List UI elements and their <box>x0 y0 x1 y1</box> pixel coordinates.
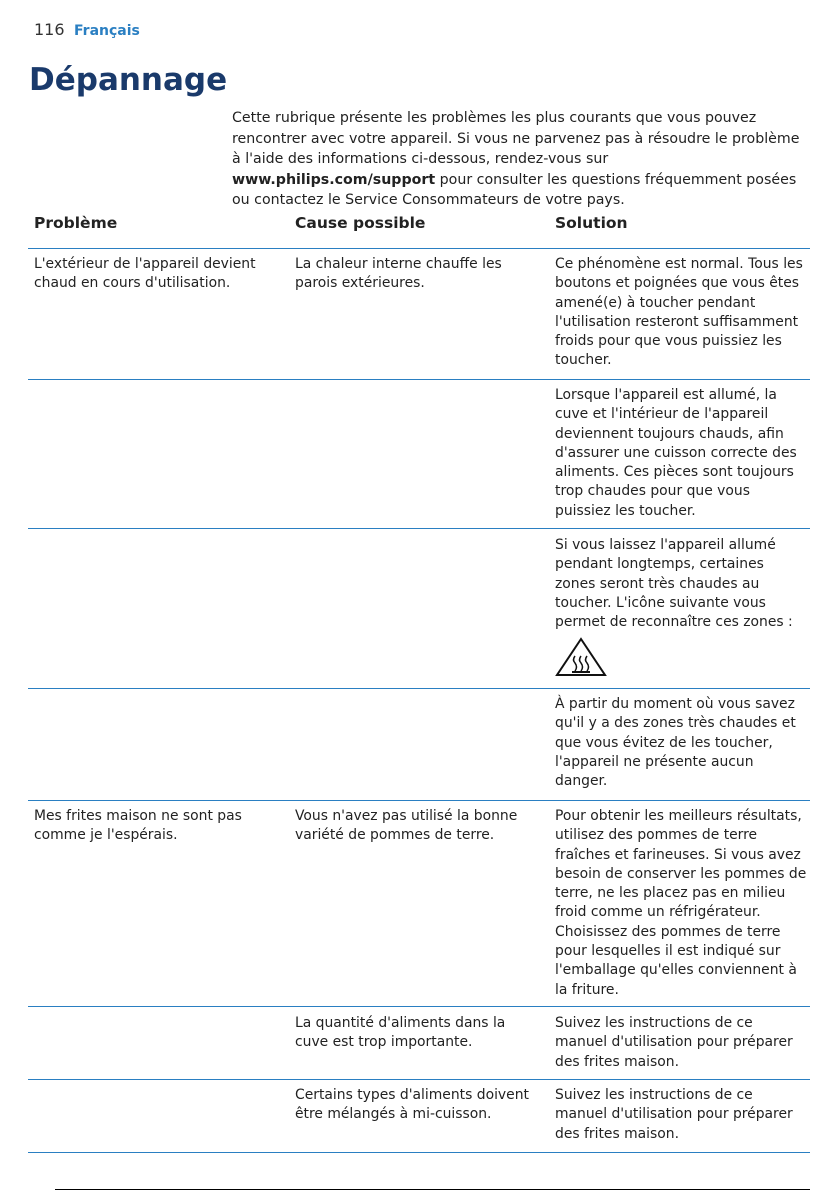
footer-rule <box>55 1189 810 1190</box>
problem-cell: L'extérieur de l'appareil devient chaud en cours d'utilisation. <box>34 256 256 292</box>
language-label: Français <box>74 23 140 39</box>
intro-text: Cette rubrique présente les problèmes les plus courants que vous pouvez rencontrer avec votre appareil. Si vous ne parvenez pas à résoudre le problème à l'aide des informations ci-dessous, rendez-vous sur <box>232 110 800 167</box>
divider <box>28 688 810 689</box>
cause-cell: Vous n'avez pas utilisé la bonne variété de pommes de terre. <box>295 808 518 844</box>
divider <box>28 1079 810 1080</box>
cause-cell: Certains types d'aliments doivent être mélangés à mi-cuisson. <box>295 1087 529 1123</box>
intro-text-end: pour consulter les questions fréquemment posées ou contactez le Service Consommateurs de votre pays. <box>232 171 797 208</box>
divider <box>28 248 810 249</box>
solution-cell: Ce phénomène est normal. Tous les boutons et poignées que vous êtes amené(e) à toucher pendant l'utilisation resteront suffisamment froids pour que vous puissiez les toucher. <box>555 256 803 369</box>
column-header-problem: Problème <box>34 214 118 232</box>
divider <box>28 1006 810 1007</box>
solution-cell: Lorsque l'appareil est allumé, la cuve et l'intérieur de l'appareil deviennent toujours chauds, afin d'assurer une cuisson correcte des aliments. Ces pièces sont toujours trop chaudes pour que vous puissiez les toucher. <box>555 387 797 519</box>
divider <box>28 528 810 529</box>
divider <box>28 1152 810 1153</box>
cause-cell: La chaleur interne chauffe les parois extérieures. <box>295 256 502 292</box>
column-header-solution: Solution <box>555 214 628 232</box>
hot-surface-warning-icon <box>553 636 609 678</box>
divider <box>28 800 810 801</box>
solution-cell: Si vous laissez l'appareil allumé pendant longtemps, certaines zones seront très chaudes au toucher. L'icône suivante vous permet de reconnaître ces zones : <box>555 537 793 631</box>
support-link[interactable]: www.philips.com/support <box>232 171 436 188</box>
cause-cell: La quantité d'aliments dans la cuve est trop importante. <box>295 1015 506 1051</box>
page-number: 116 <box>34 20 65 39</box>
solution-cell: Pour obtenir les meilleurs résultats, utilisez des pommes de terre fraîches et farineuses. Si vous avez besoin de conserver les pommes de terre, ne les placez pas en milieu froid comme un réfrigérateur. Choisissez des pommes de terre pour lesquelles il est indiqué sur l'emballage qu'elles conviennent à la friture. <box>555 808 807 998</box>
page-title: Dépannage <box>29 62 228 98</box>
divider <box>28 379 810 380</box>
column-header-cause: Cause possible <box>295 214 426 232</box>
solution-cell: Suivez les instructions de ce manuel d'utilisation pour préparer des frites maison. <box>555 1015 793 1070</box>
solution-cell: Suivez les instructions de ce manuel d'utilisation pour préparer des frites maison. <box>555 1087 793 1142</box>
problem-cell: Mes frites maison ne sont pas comme je l'espérais. <box>34 808 242 844</box>
intro-paragraph <box>232 108 812 211</box>
solution-cell: À partir du moment où vous savez qu'il y a des zones très chaudes et que vous évitez de les toucher, l'appareil ne présente aucun danger. <box>555 696 796 790</box>
